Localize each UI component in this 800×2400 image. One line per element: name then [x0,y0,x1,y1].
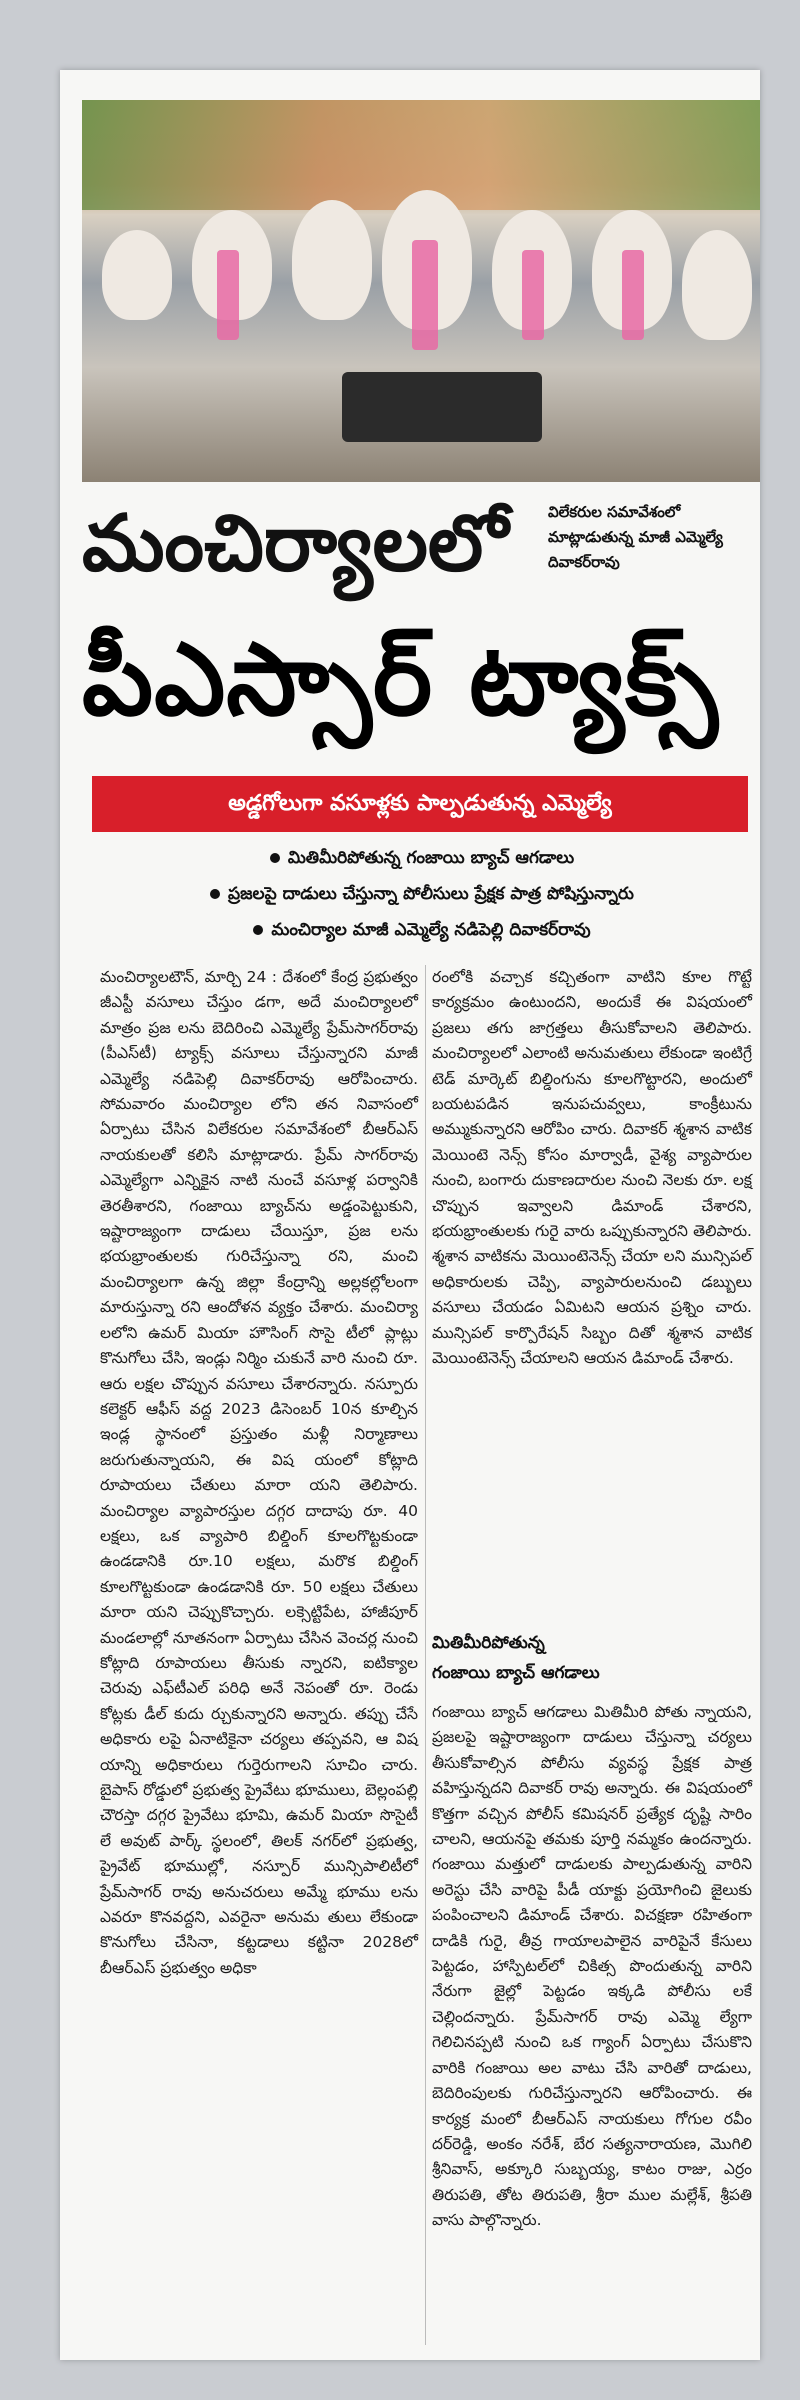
bullet-text: ప్రజలపై దాడులు చేస్తున్నా పోలీసులు ప్రేక్షక పాత్ర పోషిస్తున్నారు [228,884,634,904]
headline-line2: పీఎస్సార్ ట్యాక్స్ [82,621,719,738]
photo-scarf [522,250,544,340]
bullet-text: మితిమీరిపోతున్న గంజాయి బ్యాచ్ ఆగడాలు [287,848,575,868]
photo-scarf [217,250,239,340]
bullet-item [82,840,762,876]
photo-person [292,200,372,320]
press-meet-photo [82,100,760,482]
photo-person [682,230,752,340]
article-column-2-continued: గంజాయి బ్యాచ్ ఆగడాలు మితిమీరి పోతు న్నాయని, ప్రజలపై ఇష్టారాజ్యంగా దాడులు చేస్తున్నా చర్యలు తీసుకోవాల్సిన పోలీసు వ్యవస్థ ప్రేక్షక పాత్ర వహిస్తున్నదని దివాకర్ రావు అన్నారు. ఈ విషయంలో కొత్తగా వచ్చిన పోలీస్ కమిషనర్ ప్రత్యేక దృష్టి సారిం చాలని, ఆయనపై తమకు పూర్తి నమ్మకం ఉందన్నారు. గంజాయి మత్తులో దాడులకు పాల్పడుతున్న వారిని అరెస్టు చేసి వారిపై పీడీ యాక్టు ప్రయోగించి జైలుకు పంపించాలని డిమాండ్ చేశారు. విచక్షణా రహితంగా దాడికి గురై, తీవ్ర గాయాలపాలైన వారిపైనే కేసులు పెట్టడం, హాస్పిటల్‌లో చికిత్స పొందుతున్న వారిని నేరుగా జైల్లో పెట్టడం ఇక్కడి పోలీసు లకే చెల్లిందన్నారు. ప్రేమ్‌సాగర్ రావు ఎమ్మె ల్యేగా గెలిచినప్పటి నుంచి ఒక గ్యాంగ్ ఏర్పాటు చేసుకొని వారికి గంజాయి అల వాటు చేసి వారితో దాడులు, బెదిరింపులకు గురిచేస్తున్నారని ఆరోపించారు. ఈ కార్యక్ర మంలో బీఆర్ఎస్ నాయకులు గోగుల రవీం దర్‌రెడ్డి, అంకం నరేశ్, బేర సత్యనారాయణ, మొగిలి శ్రీనివాస్, అక్కూరి సుబ్బయ్య, కాటం రాజు, ఎర్రం తిరుపతి, తోట తిరుపతి, శ్రీరా ముల మల్లేశ్, శ్రీపతి వాసు పాల్గొన్నారు. [432,1703,752,2230]
bullet-dot-icon [210,889,220,899]
microphone-stand [342,372,542,442]
bullet-dot-icon [253,925,263,935]
bullet-points [82,840,762,948]
column-divider [425,965,426,2345]
bullet-dot-icon [270,853,280,863]
photo-scarf [622,250,644,340]
headline-line1: మంచిర్యాలలో [82,499,509,589]
article-column-2: రంలోకి వచ్చాక కచ్చితంగా వాటిని కూల గొట్టే కార్యక్రమం ఉంటుందని, అందుకే ఈ విషయంలో ప్రజలు తగు జాగ్రత్తలు తీసుకోవాలని తెలిపారు. మంచిర్యాలలో ఎలాంటి అనుమతులు లేకుండా ఇంటిగ్రే టెడ్ మార్కెట్ బిల్డింగును కూలగొట్టారని, అందులో బయటపడిన ఇనుపచువ్వలు, కాంక్రీటును అమ్ముకున్నారని ఆరోపిం చారు. దివాకర్ శ్మశాన వాటిక మెయింటె నెన్స్ కోసం మార్వాడీ, వైశ్య వ్యాపారుల నుంచి, బంగారు దుకాణదారుల నుంచి నెలకు రూ. లక్ష చొప్పున ఇవ్వాలని డిమాండ్ చేశారని, భయభ్రాంతులకు గురై వారు ఒప్పుకున్నారని తెలిపారు. శ్మశాన వాటికను మెయింటెనెన్స్ చేయా లని మున్సిపల్ అధికారులకు చెప్పి, వ్యాపారులనుంచి డబ్బులు వసూలు చేయడం ఏమిటని ఆయన ప్రశ్నిం చారు. మున్సిపల్ కార్పొరేషన్ సిబ్బం దితో శ్మశాన వాటిక మెయింటెనెన్స్ చేయాలని ఆయన డిమాండ్ చేశారు. [432,968,752,1368]
section-subheading-line1: మితిమీరిపోతున్న [432,1633,545,1653]
bullet-text: మంచిర్యాల మాజీ ఎమ్మెల్యే నడిపెల్లి దివాకర్‌రావు [271,920,591,940]
section-subheading-line2: గంజాయి బ్యాచ్ ఆగడాలు [432,1663,600,1683]
photo-scarf [412,240,438,350]
subtitle-banner: అడ్డగోలుగా వసూళ్లకు పాల్పడుతున్న ఎమ్మెల్యే [92,776,748,832]
photo-person [102,230,172,320]
bullet-item [82,876,762,912]
photo-caption: విలేకరుల సమావేశంలో మాట్లాడుతున్న మాజీ ఎమ్మెల్యే దివాకర్‌రావు [548,503,723,571]
article-column-1: మంచిర్యాలటౌన్, మార్చి 24 : దేశంలో కేంద్ర ప్రభుత్వం జీఎస్టీ వసూలు చేస్తుం డగా, అదే మంచిర్యాలలో మాత్రం ప్రజ లను బెదిరించి ఎమ్మెల్యే ప్రేమ్‌సాగర్‌రావు (పీఎస్‌టీ) ట్యాక్స్ వసూలు చేస్తున్నారని మాజీ ఎమ్మెల్యే నడిపెల్లి దివాకర్‌రావు ఆరోపించారు. సోమవారం మంచిర్యాల లోని తన నివాసంలో ఏర్పాటు చేసిన విలేకరుల సమావేశంలో బీఆర్ఎస్ నాయకులతో కలిసి మాట్లాడారు. ప్రేమ్ సాగర్‌రావు ఎమ్మెల్యేగా ఎన్నికైన నాటి నుంచే వసూళ్ల పర్వానికి తెరతీశారని, గంజాయి బ్యాచ్‌ను అడ్డంపెట్టుకుని, ఇష్టారాజ్యంగా దాడులు చేయిస్తూ, ప్రజ లను భయభ్రాంతులకు గురిచేస్తున్నా రని, మంచి మంచిర్యాలగా ఉన్న జిల్లా కేంద్రాన్ని అల్లకల్లోలంగా మారుస్తున్నా రని ఆందోళన వ్యక్తం చేశారు. మంచిర్యా లలోని ఉమర్ మియా హౌసింగ్ సొసై టీలో ప్లాట్లు కొనుగోలు చేసి, ఇండ్లు నిర్మిం చుకునే వారి నుంచి రూ. ఆరు లక్షల చొప్పున వసూలు చేశారన్నారు. నస్పూరు కలెక్టర్ ఆఫీస్ వద్ద 2023 డిసెంబర్ 10న కూల్చిన ఇండ్ల స్థానంలో ప్రస్తుతం మళ్లీ నిర్మాణాలు జరుగుతున్నాయని, ఈ విష యంలో కోట్లాది రూపాయలు చేతులు మారా యని తెలిపారు. మంచిర్యాల వ్యాపారస్తుల దగ్గర దాదాపు రూ. 40 లక్షలు, ఒక వ్యాపారి బిల్డింగ్ కూలగొట్టకుండా ఉండడానికి రూ.10 లక్షలు, మరొక బిల్డింగ్ కూలగొట్టకుండా ఉండడానికి రూ. 50 లక్షలు చేతులు మారా యని చెప్పుకొచ్చారు. లక్సెట్టిపేట, హాజీపూర్ మండలాల్లో నూతనంగా ఏర్పాటు చేసిన వెంచర్ల నుంచి కోట్లాది రూపాయలు తీసుకు న్నారని, ఐటిక్యాల చెరువు ఎఫ్‌టీఎల్ పరిధి అనే నెపంతో రూ. రెండు కోట్లకు డీల్ కుదు ర్చుకున్నారని అన్నారు. తప్పు చేసే అధికారు లపై ఏనాటికైనా చర్యలు తప్పవని, ఆ విష యాన్ని అధికారులు గుర్తెరుగాలని సూచిం చారు. బైపాస్ రోడ్డులో ప్రభుత్వ ప్రైవేటు భూములు, బెల్లంపల్లి చౌరస్తా దగ్గర ప్రైవేటు భూమి, ఉమర్ మియా సొసైటీ లే అవుట్ పార్క్ స్థలంలో, తిలక్ నగర్‌లో ప్రభుత్వ, ప్రైవేట్ భూముల్లో, నస్పూర్ మున్సిపాలిటీలో ప్రేమ్‌సాగర్ రావు అనుచరులు అమ్మే భూము లను ఎవరూ కొనవద్దని, ఎవరైనా అనుమ తులు లేకుండా కొనుగోలు చేసినా, కట్టడాలు కట్టినా 2028లో బీఆర్ఎస్ ప్రభుత్వం అధికా [100,968,418,1977]
bullet-item [82,912,762,948]
